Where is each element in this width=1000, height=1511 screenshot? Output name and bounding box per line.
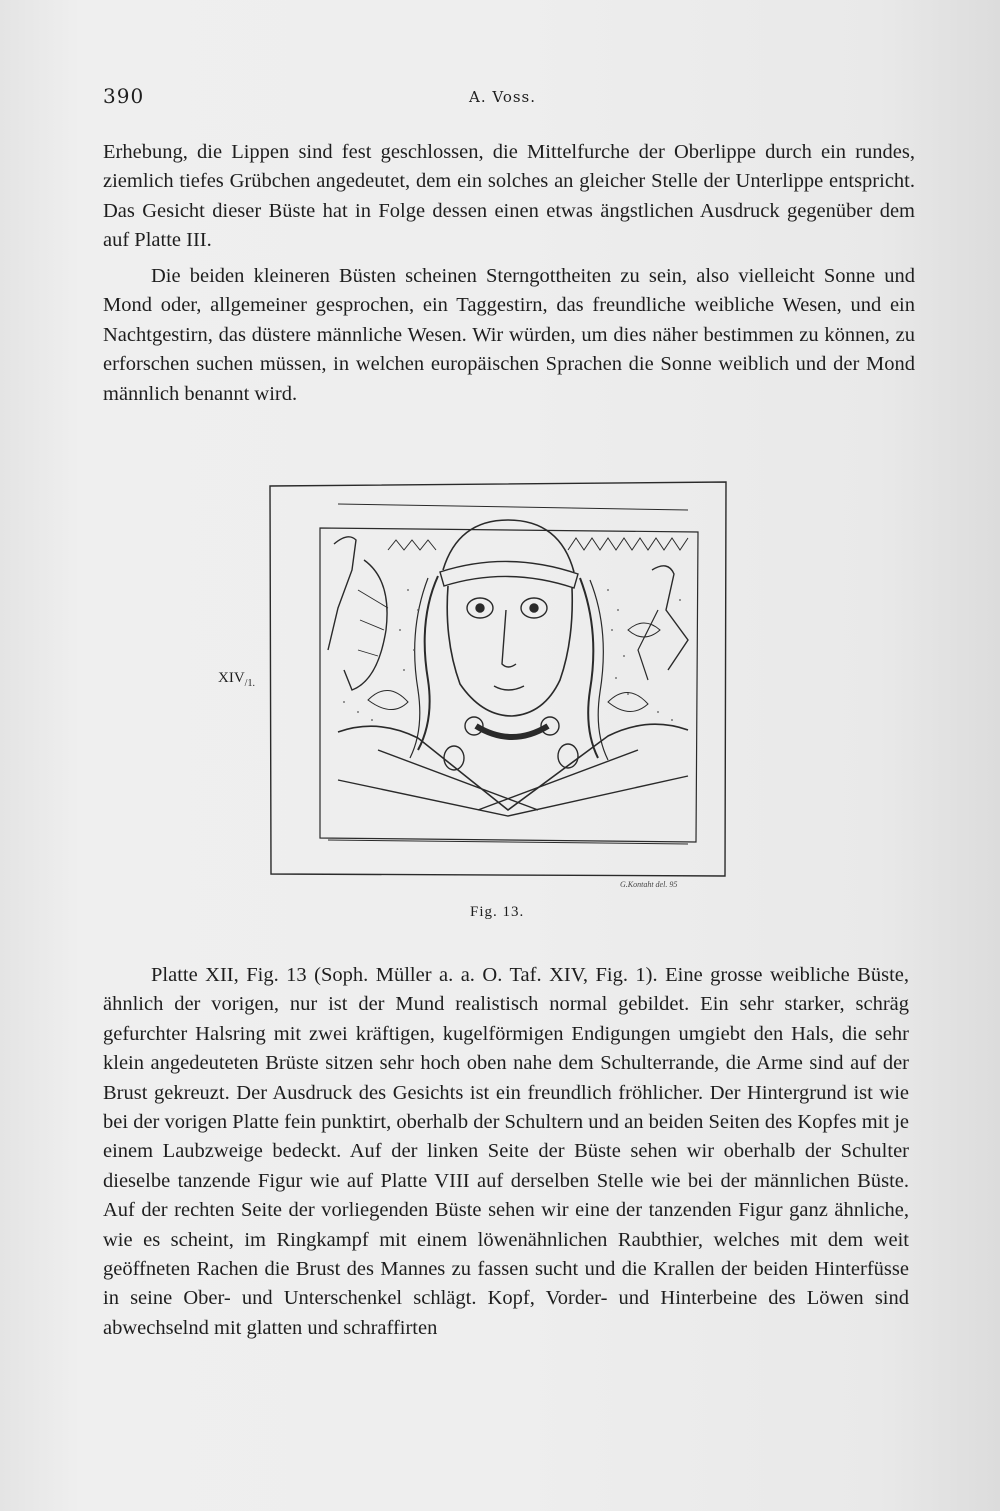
page-header [103,84,903,114]
bust-cap [443,520,574,572]
bust-face [447,586,572,716]
relief-bust-drawing [268,480,728,880]
plate-label-main: XIV [218,670,245,686]
right-dancer [652,566,688,670]
plate-label [218,670,255,689]
left-dancer [328,537,356,650]
relief-slab [320,528,698,842]
page-number: 390 [103,84,145,108]
figure-illustration [268,480,728,880]
artist-signature: G.Kontaht del. 95 [620,880,678,889]
lion [344,560,387,690]
right-breast [558,744,578,768]
figure-caption: Fig. 13. [470,904,525,920]
headband [440,561,578,588]
plate-label-sub: /1. [244,678,255,689]
running-head: A. Voss. [469,88,537,106]
paragraph-3: Platte XII, Fig. 13 (Soph. Müller a. a. O. Taf. XIV, Fig. 1). Eine grosse weibliche Büste, ähnlich der vorigen, nur ist der Mund realistisch normal gebildet. Ein sehr starker, schräg gefurchter Halsring mit zwei kräftigen, kugelförmigen Endigungen umgiebt den Hals, die sehr klein angedeuteten Brüste sitzen sehr hoch oben nahe dem Schulterrande, die Arme sind auf der Brust gekreuzt. Der Ausdruck des Gesichts ist ein freundlich fröhlicher. Der Hintergrund ist wie bei der vorigen Platte fein punktirt, oberhalb der Schultern und an beiden Seiten des Kopfes mit je einem Laubzweige bedeckt. Auf der linken Seite der Büste sehen wir oberhalb der Schulter dieselbe tanzende Figur wie auf Platte VIII auf derselben Stelle wie bei der männlichen Büste. Auf der rechten Seite der vorliegenden Büste sehen wir eine der tanzenden Figur ganz ähnliche, wie es scheint, im Ringkampf mit einem löwenähnlichen Raubthier, welches mit dem weit geöffneten Rachen die Brust des Mannes zu fassen sucht und die Krallen der beiden Hinterfüsse in seine Ober- und Unterschenkel schlägt. Kopf, Vorder- und Hinterbeine des Löwen sind abwechselnd mit glatten und schraffirten [103,964,909,1339]
dotted-background [343,589,681,721]
nose [502,610,516,667]
neck-ring [476,726,548,737]
paragraph-1: Erhebung, die Lippen sind fest geschlossen, die Mittelfurche der Oberlippe durch ein rundes, ziemlich tiefes Grübchen angedeutet, dem ein solches an gleicher Stelle der Unterlippe entspricht. Das Gesicht dieser Büste hat in Folge dessen einen etwas ängstlichen Ausdruck gegenüber dem auf Platte III. [103,141,915,252]
crossed-arms [338,776,688,816]
zigzag-border [568,538,688,550]
mouth [494,686,524,690]
paragraph-2: Die beiden kleineren Büsten scheinen Sterngottheiten zu sein, also vielleicht Sonne und Mond oder, allgemeiner gesprochen, ein Taggestirn, das freundliche weibliche Wesen, und ein Nachtgestirn, das düstere männliche Wesen. Wir würden, um dies näher bestimmen zu können, zu erforschen suchen müssen, in welchen europäischen Sprachen die Sonne weiblich und der Mond männlich benannt wird. [103,265,915,405]
